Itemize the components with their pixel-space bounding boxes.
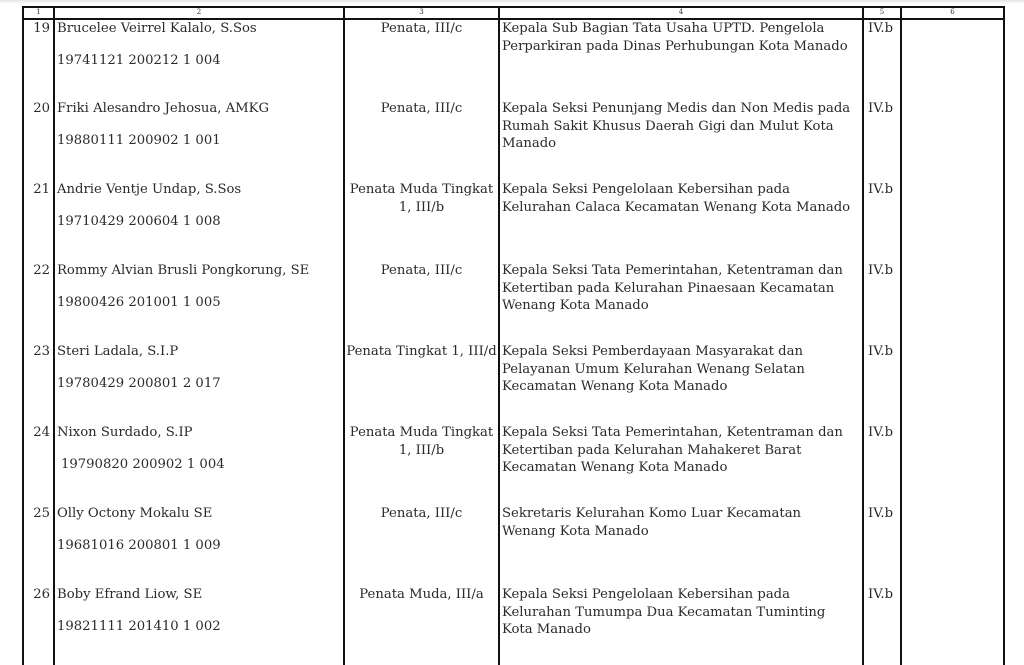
row-number: 23 bbox=[23, 343, 54, 424]
position-title: Sekretaris Kelurahan Komo Luar Kecamatan Wenang Kota Manado bbox=[499, 505, 863, 586]
name-nip-cell bbox=[54, 343, 344, 424]
name-nip-cell bbox=[54, 586, 344, 665]
column-number-2: 2 bbox=[54, 7, 344, 19]
table-row bbox=[23, 424, 1004, 505]
employee-name: Boby Efrand Liow, SE bbox=[57, 587, 203, 602]
row-number: 22 bbox=[23, 262, 54, 343]
column-number-1: 1 bbox=[23, 7, 54, 19]
position-title: Kepala Seksi Pengelolaan Kebersihan pada Kelurahan Tumumpa Dua Kecamatan Tuminting Kota Manado bbox=[499, 586, 863, 665]
table-row bbox=[23, 586, 1004, 665]
name-nip-cell bbox=[54, 19, 344, 100]
rank-grade: Penata, III/c bbox=[344, 262, 499, 343]
eselon-level: IV.b bbox=[863, 586, 901, 665]
employee-nip: 19741121 200212 1 004 bbox=[57, 52, 221, 68]
table-row bbox=[23, 505, 1004, 586]
position-title: Kepala Sub Bagian Tata Usaha UPTD. Pengelola Perparkiran pada Dinas Perhubungan Kota Manado bbox=[499, 19, 863, 100]
name-nip-cell bbox=[54, 424, 344, 505]
column-number-header-row bbox=[23, 7, 1004, 19]
eselon-level: IV.b bbox=[863, 262, 901, 343]
eselon-level: IV.b bbox=[863, 100, 901, 181]
column-6-empty bbox=[901, 505, 1004, 586]
table-row bbox=[23, 181, 1004, 262]
employee-nip: 19821111 201410 1 002 bbox=[57, 618, 221, 634]
position-title: Kepala Seksi Tata Pemerintahan, Ketentraman dan Ketertiban pada Kelurahan Mahakeret Barat Kecamatan Wenang Kota Manado bbox=[499, 424, 863, 505]
column-number-6: 6 bbox=[901, 7, 1004, 19]
row-number: 26 bbox=[23, 586, 54, 665]
position-title: Kepala Seksi Penunjang Medis dan Non Medis pada Rumah Sakit Khusus Daerah Gigi dan Mulut Kota Manado bbox=[499, 100, 863, 181]
rank-grade: Penata, III/c bbox=[344, 505, 499, 586]
column-6-empty bbox=[901, 100, 1004, 181]
page-top-edge bbox=[0, 0, 1024, 4]
employee-name: Nixon Surdado, S.IP bbox=[57, 425, 193, 440]
eselon-level: IV.b bbox=[863, 424, 901, 505]
column-number-5: 5 bbox=[863, 7, 901, 19]
table-row bbox=[23, 262, 1004, 343]
eselon-level: IV.b bbox=[863, 181, 901, 262]
row-number: 25 bbox=[23, 505, 54, 586]
eselon-level: IV.b bbox=[863, 19, 901, 100]
column-6-empty bbox=[901, 343, 1004, 424]
employee-name: Brucelee Veirrel Kalalo, S.Sos bbox=[57, 21, 257, 36]
column-6-empty bbox=[901, 262, 1004, 343]
employee-nip: 19681016 200801 1 009 bbox=[57, 537, 221, 553]
table-row bbox=[23, 100, 1004, 181]
employee-nip: 19800426 201001 1 005 bbox=[57, 294, 221, 310]
eselon-level: IV.b bbox=[863, 343, 901, 424]
rank-grade: Penata, III/c bbox=[344, 100, 499, 181]
name-nip-cell bbox=[54, 505, 344, 586]
personnel-table bbox=[22, 6, 1005, 665]
column-6-empty bbox=[901, 19, 1004, 100]
employee-nip: 19790820 200902 1 004 bbox=[61, 456, 225, 472]
row-number: 24 bbox=[23, 424, 54, 505]
table-row bbox=[23, 343, 1004, 424]
rank-grade: Penata Tingkat 1, III/d bbox=[344, 343, 499, 424]
rank-grade: Penata Muda Tingkat 1, III/b bbox=[344, 181, 499, 262]
column-6-empty bbox=[901, 424, 1004, 505]
rank-grade: Penata, III/c bbox=[344, 19, 499, 100]
row-number: 21 bbox=[23, 181, 54, 262]
column-number-3: 3 bbox=[344, 7, 499, 19]
row-number: 20 bbox=[23, 100, 54, 181]
employee-name: Friki Alesandro Jehosua, AMKG bbox=[57, 101, 270, 116]
employee-nip: 19780429 200801 2 017 bbox=[57, 375, 221, 391]
row-number: 19 bbox=[23, 19, 54, 100]
name-nip-cell bbox=[54, 181, 344, 262]
position-title: Kepala Seksi Pemberdayaan Masyarakat dan Pelayanan Umum Kelurahan Wenang Selatan Kecamatan Wenang Kota Manado bbox=[499, 343, 863, 424]
employee-nip: 19880111 200902 1 001 bbox=[57, 132, 221, 148]
employee-name: Rommy Alvian Brusli Pongkorung, SE bbox=[57, 263, 310, 278]
rank-grade: Penata Muda Tingkat 1, III/b bbox=[344, 424, 499, 505]
name-nip-cell bbox=[54, 262, 344, 343]
column-6-empty bbox=[901, 586, 1004, 665]
employee-name: Steri Ladala, S.I.P bbox=[57, 344, 179, 359]
rank-grade: Penata Muda, III/a bbox=[344, 586, 499, 665]
column-6-empty bbox=[901, 181, 1004, 262]
column-number-4: 4 bbox=[499, 7, 863, 19]
employee-nip: 19710429 200604 1 008 bbox=[57, 213, 221, 229]
eselon-level: IV.b bbox=[863, 505, 901, 586]
position-title: Kepala Seksi Pengelolaan Kebersihan pada Kelurahan Calaca Kecamatan Wenang Kota Manado bbox=[499, 181, 863, 262]
table-row bbox=[23, 19, 1004, 100]
position-title: Kepala Seksi Tata Pemerintahan, Ketentraman dan Ketertiban pada Kelurahan Pinaesaan Kecamatan Wenang Kota Manado bbox=[499, 262, 863, 343]
employee-name: Olly Octony Mokalu SE bbox=[57, 506, 213, 521]
name-nip-cell bbox=[54, 100, 344, 181]
employee-name: Andrie Ventje Undap, S.Sos bbox=[57, 182, 242, 197]
